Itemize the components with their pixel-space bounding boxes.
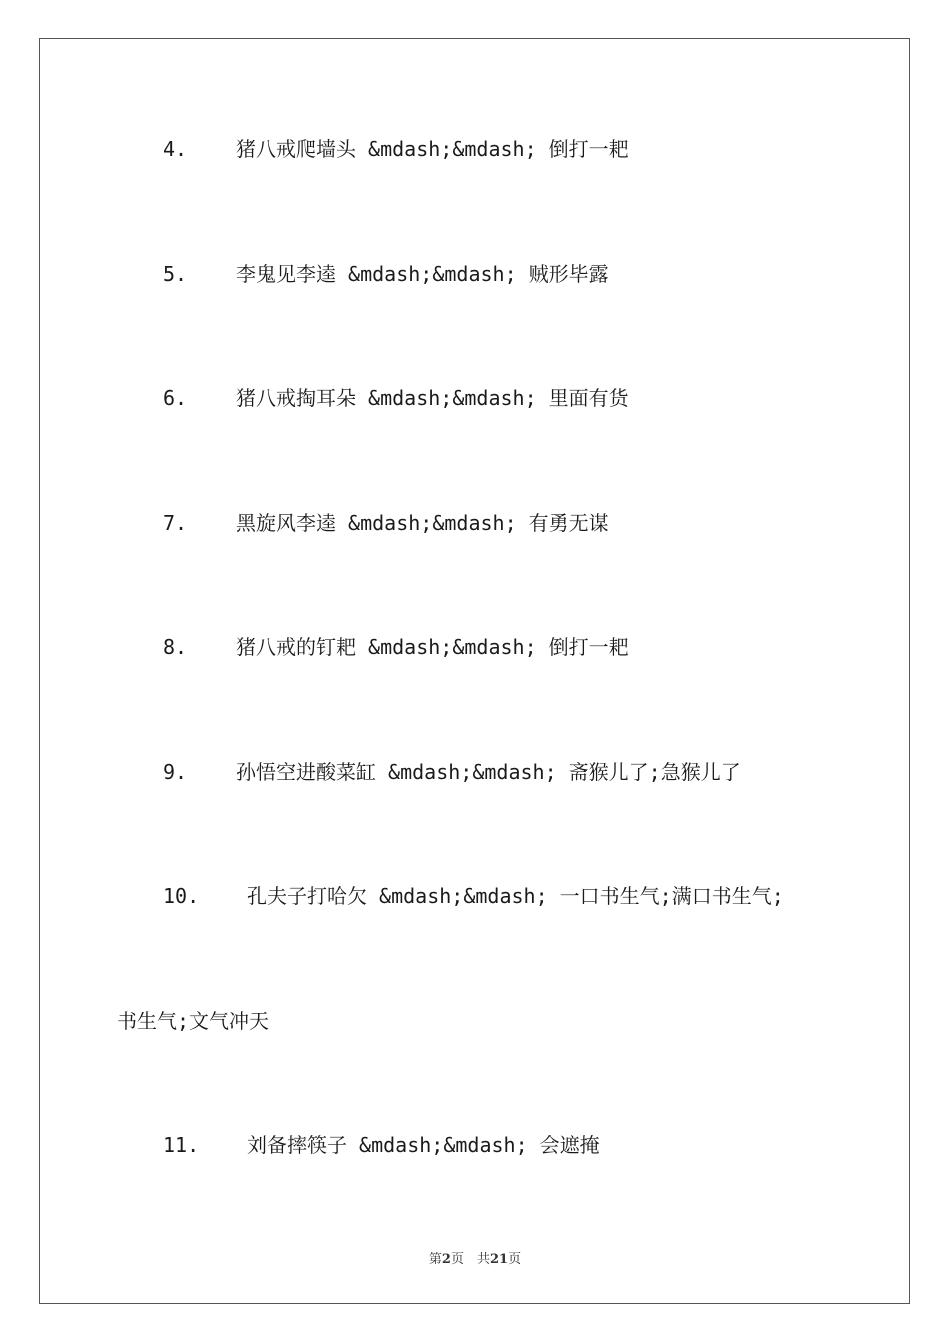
item-text: 刘备摔筷子 &mdash;&mdash; 会遮掩 [247, 1133, 600, 1157]
item-text: 李鬼见李逵 &mdash;&mdash; 贼形毕露 [236, 262, 609, 286]
item-number: 4. [163, 137, 188, 161]
item-text: 黑旋风李逵 &mdash;&mdash; 有勇无谋 [236, 511, 609, 535]
item-number: 7. [163, 511, 188, 535]
footer-total-pages: 21 [489, 1252, 509, 1267]
item-text-continuation: 书生气;文气冲天 [117, 1009, 270, 1033]
item-text: 孙悟空进酸菜缸 &mdash;&mdash; 斋猴儿了;急猴儿了 [236, 760, 741, 784]
item-number: 11. [163, 1133, 200, 1157]
footer-mid: 页 共 [450, 1252, 490, 1267]
item-text: 孔夫子打哈欠 &mdash;&mdash; 一口书生气;满口书生气; [247, 884, 784, 908]
footer-suffix: 页 [508, 1252, 522, 1267]
item-text: 猪八戒的钉耙 &mdash;&mdash; 倒打一耙 [236, 635, 629, 659]
footer-page-number: 2 [441, 1252, 451, 1267]
item-number: 9. [163, 760, 188, 784]
item-number: 8. [163, 635, 188, 659]
page-footer [0, 1248, 950, 1267]
item-number: 5. [163, 262, 188, 286]
item-number: 10. [163, 884, 200, 908]
item-text: 猪八戒掏耳朵 &mdash;&mdash; 里面有货 [236, 386, 629, 410]
page-border [39, 38, 910, 1304]
item-number: 6. [163, 386, 188, 410]
footer-prefix: 第 [428, 1252, 442, 1267]
item-text: 猪八戒爬墙头 &mdash;&mdash; 倒打一耙 [236, 137, 629, 161]
